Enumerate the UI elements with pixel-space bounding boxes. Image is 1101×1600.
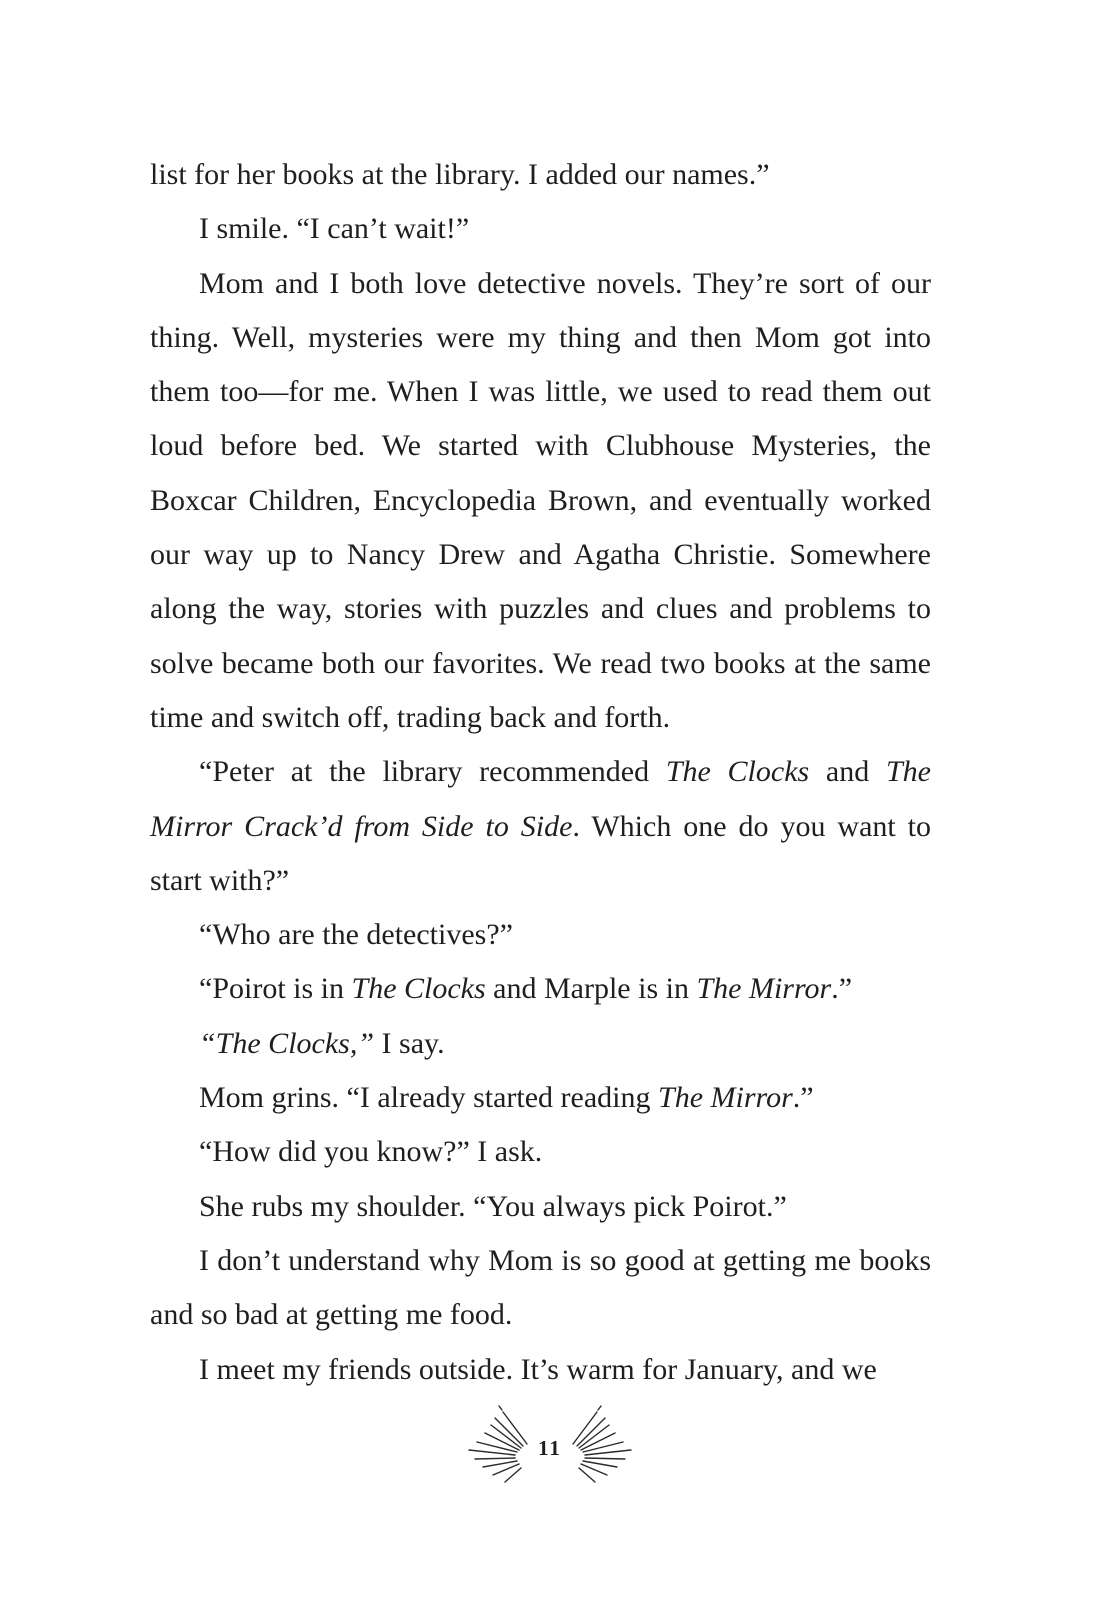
paragraph — [150, 1343, 931, 1397]
paragraph — [150, 1234, 931, 1343]
paragraph — [150, 257, 931, 746]
paragraph-text: She rubs my shoulder. “You always pick Poirot.” — [199, 1189, 787, 1223]
page-number: 11 — [538, 1436, 562, 1460]
paragraph — [150, 1017, 931, 1071]
body-text — [150, 148, 931, 1397]
paragraph-text: “Poirot is in — [199, 972, 352, 1006]
paragraph-text: .” — [831, 972, 853, 1006]
italic-title-text: The Mirror Crack’d from Side to Side — [150, 755, 931, 843]
paragraph-text: “Peter at the library recommended — [199, 755, 666, 789]
paragraph-text: list for her books at the library. I added our names.” — [150, 158, 770, 191]
paragraph-text: “Who are the detectives?” — [199, 918, 513, 952]
paragraph — [150, 202, 931, 256]
paragraph-text: “How did you know?” I ask. — [199, 1135, 543, 1169]
paragraph-text: and Marple is in — [485, 972, 697, 1006]
paragraph — [150, 1125, 931, 1179]
italic-title-text: The Clocks — [665, 755, 810, 789]
paragraph-text: Mom and I both love detective novels. They’re sort of our thing. Well, mysteries were my thing and then Mom got into them too—for me. When I was little, we used to read them out loud before bed. We started with Clubhouse Mysteries, the Boxcar Children, Encyclopedia Brown, and eventually worked our way up to Nancy Drew and Agatha Christie. Somewhere along the way, stories with puzzles and clues and problems to solve became both our favorites. We read two books at the same time and switch off, trading back and forth. — [150, 266, 931, 734]
paragraph — [150, 1071, 931, 1125]
paragraph-text: I don’t understand why Mom is so good at getting me books and so bad at getting me food. — [150, 1243, 931, 1332]
paragraph-text: I meet my friends outside. It’s warm for January, and we — [199, 1352, 877, 1386]
paragraph-text: I smile. “I can’t wait!” — [199, 212, 470, 246]
paragraph — [150, 908, 931, 962]
page-folio — [455, 1400, 645, 1500]
paragraph-text: Mom grins. “I already started reading — [199, 1081, 659, 1115]
paragraph-text: . Which one do you want to start with?” — [150, 809, 931, 897]
paragraph — [150, 148, 931, 202]
paragraph-text: I say. — [374, 1026, 445, 1060]
italic-title-text: The Clocks — [351, 972, 486, 1006]
paragraph-text: and — [809, 755, 886, 789]
paragraph — [150, 745, 931, 908]
italic-title-text: The Mirror — [658, 1081, 793, 1115]
paragraph — [150, 1180, 931, 1234]
paragraph-text: .” — [792, 1081, 814, 1115]
italic-title-text: “The Clocks,” — [199, 1026, 375, 1060]
paragraph — [150, 962, 931, 1016]
italic-title-text: The Mirror — [696, 972, 832, 1006]
